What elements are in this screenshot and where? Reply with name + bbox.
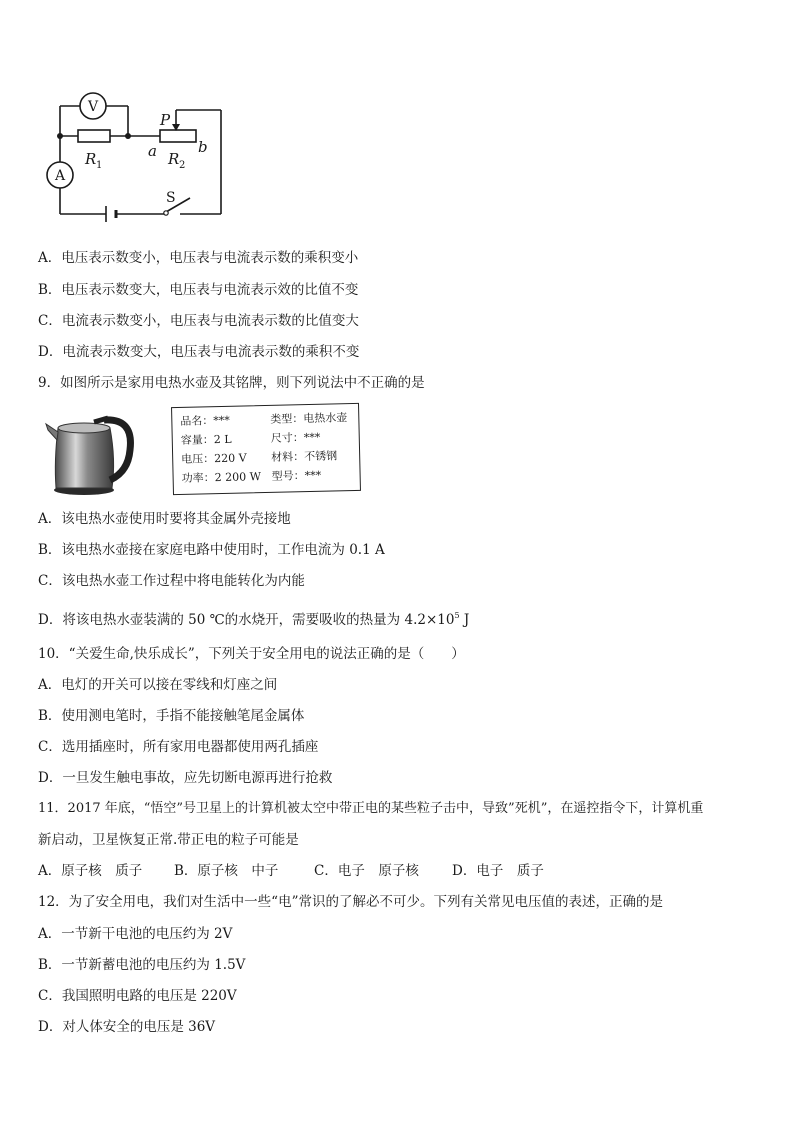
plate-row: 功率：2 200 W 型号：***: [181, 468, 322, 485]
q9-option-c: C．该电热水壶工作过程中将电能转化为内能: [38, 573, 305, 589]
r1-sub: 1: [96, 160, 103, 171]
q11-option-c: C．电子 原子核: [314, 863, 419, 879]
exponent: 5: [454, 611, 460, 620]
q11-option-d: D．电子 质子: [452, 863, 544, 879]
kettle-image: [44, 410, 136, 498]
q12-option-d: D．对人体安全的电压是 36V: [38, 1019, 216, 1035]
q10-stem: 10．“关爱生命,快乐成长”，下列关于安全用电的说法正确的是（ ）: [38, 646, 465, 662]
plate-row: 品名：*** 类型：电热水壶: [180, 411, 348, 428]
plate-row: 容量：2 L 尺寸：***: [180, 430, 321, 447]
q12-option-b: B．一节新蓄电池的电压约为 1.5V: [38, 957, 246, 973]
plate-row: 电压：220 V 材料：不锈钢: [181, 449, 338, 466]
q10-option-c: C．选用插座时，所有家用电器都使用两孔插座: [38, 739, 319, 755]
q8-option-b: B．电压表示数变大，电压表与电流表示效的比值不变: [38, 282, 359, 298]
q11-stem-line1: 11．2017 年底，“悟空”号卫星上的计算机被太空中带正电的某些粒子击中，导致”死机”，在遥控指令下，计算机重: [38, 801, 704, 816]
q9-stem: 9．如图所示是家用电热水壶及其铭牌，则下列说法中不正确的是: [38, 375, 425, 391]
q10-option-d: D．一旦发生触电事故，应先切断电源再进行抢救: [38, 770, 333, 786]
voltmeter-label: V: [87, 99, 99, 115]
q12-stem: 12．为了安全用电，我们对生活中一些“电”常识的了解必不可少。下列有关常见电压值的表述，正确的是: [38, 894, 663, 910]
circuit-diagram: [38, 84, 238, 224]
r1-label: R: [85, 150, 97, 168]
q11-option-a: A．原子核 质子: [38, 863, 143, 879]
q11-stem-line2: 新启动，卫星恢复正常.带正电的粒子可能是: [38, 832, 299, 848]
q12-option-a: A．一节新干电池的电压约为 2V: [38, 926, 233, 942]
q10-option-a: A．电灯的开关可以接在零线和灯座之间: [38, 677, 278, 693]
kettle-nameplate: [171, 403, 361, 495]
q11-options: [38, 862, 544, 880]
q8-option-a: A．电压表示数变小，电压表与电流表示数的乘积变小: [38, 250, 359, 266]
q8-option-d: D．电流表示数变大，电压表与电流表示数的乘积不变: [38, 344, 360, 360]
q11-option-b: B．原子核 中子: [174, 863, 279, 879]
r2-label: R: [168, 150, 180, 168]
ammeter-label: A: [54, 168, 66, 184]
end-a-label: a: [148, 142, 157, 160]
q9-option-b: B．该电热水壶接在家庭电路中使用时，工作电流为 0.1 A: [38, 542, 385, 558]
q9-option-d: D．将该电热水壶装满的 50 ℃的水烧开，需要吸收的热量为 $4.2\times 10^5$ J: [38, 611, 470, 628]
q10-option-b: B．使用测电笔时，手指不能接触笔尾金属体: [38, 708, 305, 724]
r2-sub: 2: [179, 160, 186, 171]
switch-label: S: [166, 190, 176, 206]
slider-label: P: [160, 111, 171, 129]
end-b-label: b: [198, 138, 208, 156]
q9-option-a: A．该电热水壶使用时要将其金属外壳接地: [38, 511, 291, 527]
q8-option-c: C．电流表示数变小，电压表与电流表示数的比值变大: [38, 313, 359, 329]
q12-option-c: C．我国照明电路的电压是 220V: [38, 988, 237, 1004]
